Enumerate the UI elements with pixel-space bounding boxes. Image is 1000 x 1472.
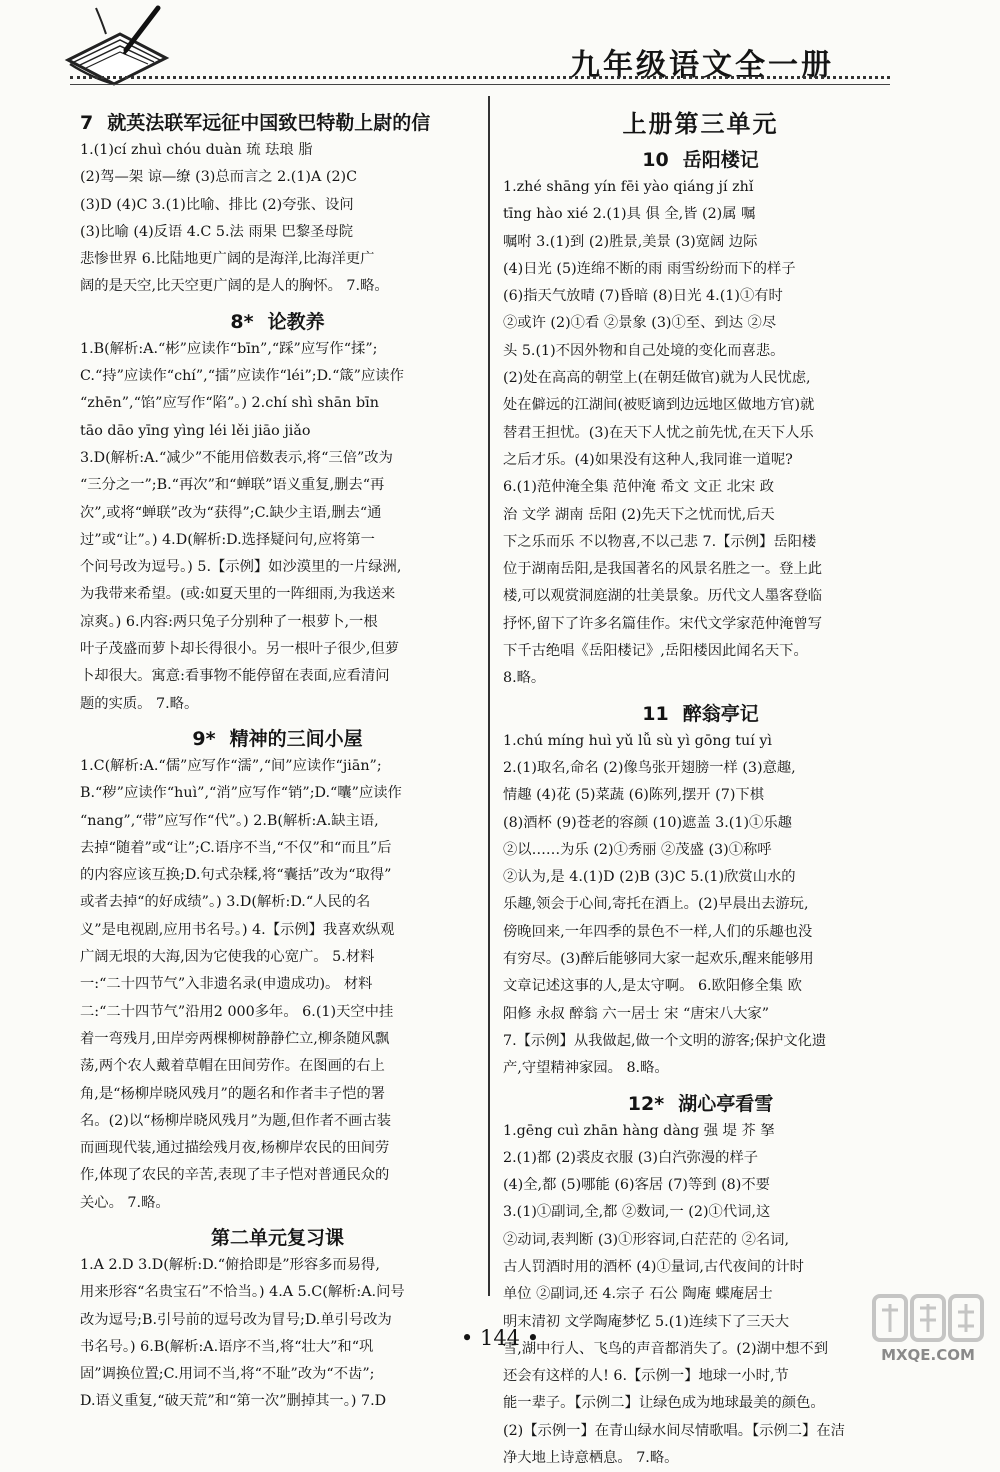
answer-line: 雪,湖中行人、飞鸟的声音都消失了。(2)湖中想不到 [503,1340,829,1357]
answer-line: 改为逗号;B.引号前的逗号改为冒号;D.单引号改为 [80,1311,392,1328]
answer-line: 次”,或将“蝉联”改为“获得”;C.缺少主语,删去“通 [80,504,382,521]
answer-line: 古人罚酒时用的酒杯 (4)①量词,古代夜间的计时 [503,1258,804,1275]
answer-line: 之后才乐。(4)如果没有这种人,我同谁一道呢? [503,451,793,468]
answer-line: 情趣 (4)花 (5)菜蔬 (6)陈列,摆开 (7)下棋 [503,787,764,804]
answer-line: 头 5.(1)不因外物和自己处境的变化而喜悲。 [503,342,785,359]
section-title: 第二单元复习课 [210,1226,344,1249]
answer-line: 净大地上诗意栖息。 7.略。 [503,1450,679,1467]
answer-line: 名。(2)以“杨柳岸晓风残月”为题,但作者不画古装 [80,1112,392,1129]
answer-line: 二:“二十四节气”沿用2 000多年。 6.(1)天空中挂 [80,1003,394,1020]
answer-line: 1.gēng cuì zhān hàng dàng 强 堤 芥 拏 [503,1122,775,1139]
answer-line: “三分之一”;B.“再次”和“蝉联”语义重复,删去“再 [80,477,385,494]
section-heading [80,1223,475,1250]
answer-line: 为我带来希望。(或:如夏天里的一阵细雨,为我送来 [80,586,396,603]
column-divider [488,96,490,1296]
book-title: 九年级语文全一册 [570,48,834,83]
section-title: 醉翁亭记 [682,702,759,725]
answer-line: 1.chú míng huì yǔ lǚ sù yì gōng tuí yì [503,732,772,749]
section-heading [80,307,475,334]
answer-line: 角,是“杨柳岸晓风残月”的题名和作者丰子恺的署 [80,1085,386,1102]
section-number: 10 [642,149,669,171]
answer-line: 处在僻远的江湖间(被贬谪到边远地区做地方官)就 [503,397,815,414]
section-title: 论教养 [267,310,325,333]
answer-line: 作,体现了农民的辛苦,表现了丰子恺对普通民众的 [80,1167,390,1184]
answer-line: 3.D(解析:A.“减少”不能用倍数表示,将“三倍”改为 [80,449,393,466]
answer-line: 治 文学 湖南 岳阳 (2)先天下之忧而忧,后天 [503,506,775,523]
answer-line: 7.【示例】从我做起,做一个文明的游客;保护文化遗 [503,1032,827,1049]
answer-line: 去掉“随着”或“让”;C.语序不当,“不仅”和“而且”后 [80,839,392,856]
answer-line: 的内容应该互换;D.句式杂糅,将“囊括”改为“取得” [80,867,392,884]
answer-line: tāo dāo yīng yìng léi lěi jiāo jiǎo [80,422,311,439]
section-number: 9* [192,727,216,750]
answer-line: (3)比喻 (4)反语 4.C 5.法 雨果 巴黎圣母院 [80,223,354,240]
section-number: 12* [627,1092,665,1115]
answer-line: (2)【示例一】在青山绿水间尽情歌唱。【示例二】在洁 [503,1422,845,1439]
section-number: 8* [230,310,254,333]
section-title: 就英法联军远征中国致巴特勒上尉的信 [107,112,431,134]
header-dotted-rule [70,76,890,85]
watermark-text: MXQE.COM [881,1346,975,1364]
section-title: 岳阳楼记 [682,149,759,171]
answer-line: 单位 ②副词,还 4.宗子 石公 陶庵 蝶庵居士 [503,1286,773,1303]
answer-line: 能一辈子。【示例二】让绿色成为地球最美的颜色。 [503,1395,825,1412]
answer-line: (2)处在高高的朝堂上(在朝廷做官)就为人民忧虑, [503,370,811,387]
answer-line: 着一弯残月,田岸旁两棵柳树静静伫立,柳条随风飘 [80,1030,390,1047]
answer-line: 过”或“让”。) 4.D(解析:D.选择疑问句,应将第一 [80,531,375,548]
answer-line: 乐趣,领会于心间,寄托在酒上。(2)早晨出去游玩, [503,896,809,913]
answer-line: ②动词,表判断 (3)①形容词,白茫茫的 ②名词, [503,1231,790,1248]
answer-line: (6)指天气放晴 (7)昏暗 (8)日光 4.(1)①有时 [503,288,783,305]
answer-line: 阳修 永叔 醉翁 六一居士 宋 “唐宋八大家” [503,1005,770,1022]
answer-line: 义”是电视剧,应用书名号。) 4.【示例】我喜欢纵观 [80,921,395,938]
answer-line: 傍晚回来,一年四季的景色不一样,人们的乐趣也没 [503,923,813,940]
answer-line: 2.(1)都 (2)裘皮衣服 (3)白汽弥漫的样子 [503,1149,759,1166]
answer-line: 个问号改为逗号。) 5.【示例】如沙漠里的一片绿洲, [80,559,402,576]
page-header [0,0,1000,90]
answer-line: 固”调换位置;C.用词不当,将“不耻”改为“不齿”; [80,1366,375,1383]
answer-line: 书名号。) 6.B(解析:A.语序不当,将“壮大”和“巩 [80,1338,374,1355]
page-number: • 144 • [460,1326,540,1350]
left-column [80,102,475,1416]
answer-line: 1.A 2.D 3.D(解析:D.“俯拾即是”形容多而易得, [80,1256,380,1273]
answer-line: 用来形容“名贵宝石”不恰当。) 4.A 5.C(解析:A.问号 [80,1284,405,1301]
answer-line: 阔的是天空,比天空更广阔的是人的胸怀。 7.略。 [80,278,389,295]
section-heading [80,724,475,751]
answer-line: 抒怀,留下了许多名篇佳作。宋代文学家范仲淹曾写 [503,615,823,632]
answer-line: (4)全,都 (5)哪能 (6)客居 (7)等到 (8)不要 [503,1177,770,1194]
answer-line: “zhēn”,“馅”应写作“陷”。) 2.chí shì shān bīn [80,395,379,412]
answer-line: 而画现代装,通过描绘残月夜,杨柳岸农民的田间劳 [80,1140,390,1157]
answer-line: 1.B(解析:A.“彬”应读作“bīn”,“踩”应写作“揉”; [80,340,378,357]
answer-line: D.语义重复,“破天荒”和“第一次”删掉其一。) 7.D [80,1393,387,1410]
answer-line: tīng hào xié 2.(1)具 俱 全,皆 (2)属 嘱 [503,206,756,223]
answer-line: 文章记述这事的人,是太守啊。 6.欧阳修全集 欧 [503,978,802,995]
section-heading [503,1089,898,1116]
answer-line: (2)驾—架 谅—缭 (3)总而言之 2.(1)A (2)C [80,169,358,186]
answer-line: (8)酒杯 (9)苍老的容颜 (10)遮盖 3.(1)①乐趣 [503,814,792,831]
answer-line: 荡,两个农人戴着草帽在田间劳作。在图画的右上 [80,1058,385,1075]
answer-line: 还会有这样的人! 6.【示例一】地球一小时,节 [503,1368,789,1385]
answer-line: 广阔无垠的大海,因为它使我的心宽广。 5.材料 [80,949,375,966]
answer-line: 6.(1)范仲淹全集 范仲淹 希文 文正 北宋 政 [503,479,775,496]
answer-line: ②认为,是 4.(1)D (2)B (3)C 5.(1)欣赏山水的 [503,869,796,886]
answer-line: ②或许 (2)①看 ②景象 (3)①至、到达 ②尽 [503,315,777,332]
answer-line: 卜却很大。寓意:看事物不能停留在表面,应看清问 [80,668,390,685]
section-title: 湖心亭看雪 [678,1092,774,1115]
right-column [503,102,898,1472]
answer-line: 楼,可以观赏洞庭湖的壮美景象。历代文人墨客登临 [503,588,823,605]
answer-line: 3.(1)①副词,全,都 ②数词,一 (2)①代词,这 [503,1204,771,1221]
section-number: 7 [80,112,94,134]
answer-line: 产,守望精神家园。 8.略。 [503,1060,669,1077]
answer-line: (4)日光 (5)连绵不断的雨 雨雪纷纷而下的样子 [503,260,796,277]
answer-line: 嘱咐 3.(1)到 (2)胜景,美景 (3)宽阔 边际 [503,233,758,250]
answer-line: 位于湖南岳阳,是我国著名的风景名胜之一。登上此 [503,561,823,578]
section-heading [80,108,475,135]
answer-line: 悲惨世界 6.比陆地更广阔的是海洋,比海洋更广 [80,251,375,268]
answer-line: 替君王担忧。(3)在天下人忧之前先忧,在天下人乐 [503,424,814,441]
answer-line: ②以……为乐 (2)①秀丽 ②茂盛 (3)①称呼 [503,841,772,858]
answer-line: 2.(1)取名,命名 (2)像鸟张开翅膀一样 (3)意趣, [503,759,796,776]
answer-line: 1.zhé shāng yín fēi yào qiáng jí zhǐ [503,179,754,195]
answer-line: 8.略。 [503,670,546,687]
notebook-pen-logo-icon [62,4,172,86]
unit-title: 上册第三单元 [622,110,779,138]
answer-line: 1.C(解析:A.“儒”应写作“濡”,“间”应读作“jiān”; [80,757,382,774]
answer-line: 1.(1)cí zhuì chóu duàn 琉 珐琅 脂 [80,142,313,158]
answer-line: 关心。 7.略。 [80,1194,170,1211]
section-heading [503,145,898,172]
section-heading [503,699,898,726]
section-number: 11 [642,702,669,725]
answer-line: B.“秽”应读作“huì”,“消”应写作“销”;D.“囔”应读作 [80,785,402,802]
answer-line: C.“持”应读作“chí”,“擂”应读作“léi”;D.“箴”应读作 [80,368,404,385]
answer-line: 明末清初 文学陶庵梦忆 5.(1)连续下了三天大 [503,1313,790,1330]
answer-line: 题的实质。 7.略。 [80,695,199,712]
answer-line: 下千古绝唱《岳阳楼记》,岳阳楼因此闻名天下。 [503,643,808,660]
answer-line: 或者去掉“的好成绩”。) 3.D(解析:D.“人民的名 [80,894,371,911]
section-title: 精神的三间小屋 [229,727,363,750]
answer-line: 叶子茂盛而萝卜却长得很小。另一根叶子很少,但萝 [80,641,400,658]
answer-line: “nang”,“带”应写作“代”。) 2.B(解析:A.缺主语, [80,812,379,829]
answer-line: 有穷尽。(3)醉后能够同大家一起欢乐,醒来能够用 [503,951,814,968]
answer-line: 凉爽。) 6.内容:两只兔子分别种了一根萝卜,一根 [80,613,378,630]
answer-line: (3)D (4)C 3.(1)比喻、排比 (2)夸张、设问 [80,196,354,213]
answer-line: 下之乐而乐 不以物喜,不以己悲 7.【示例】岳阳楼 [503,533,817,550]
answer-line: 一:“二十四节气”入非遗名录(申遗成功)。 材料 [80,976,373,993]
